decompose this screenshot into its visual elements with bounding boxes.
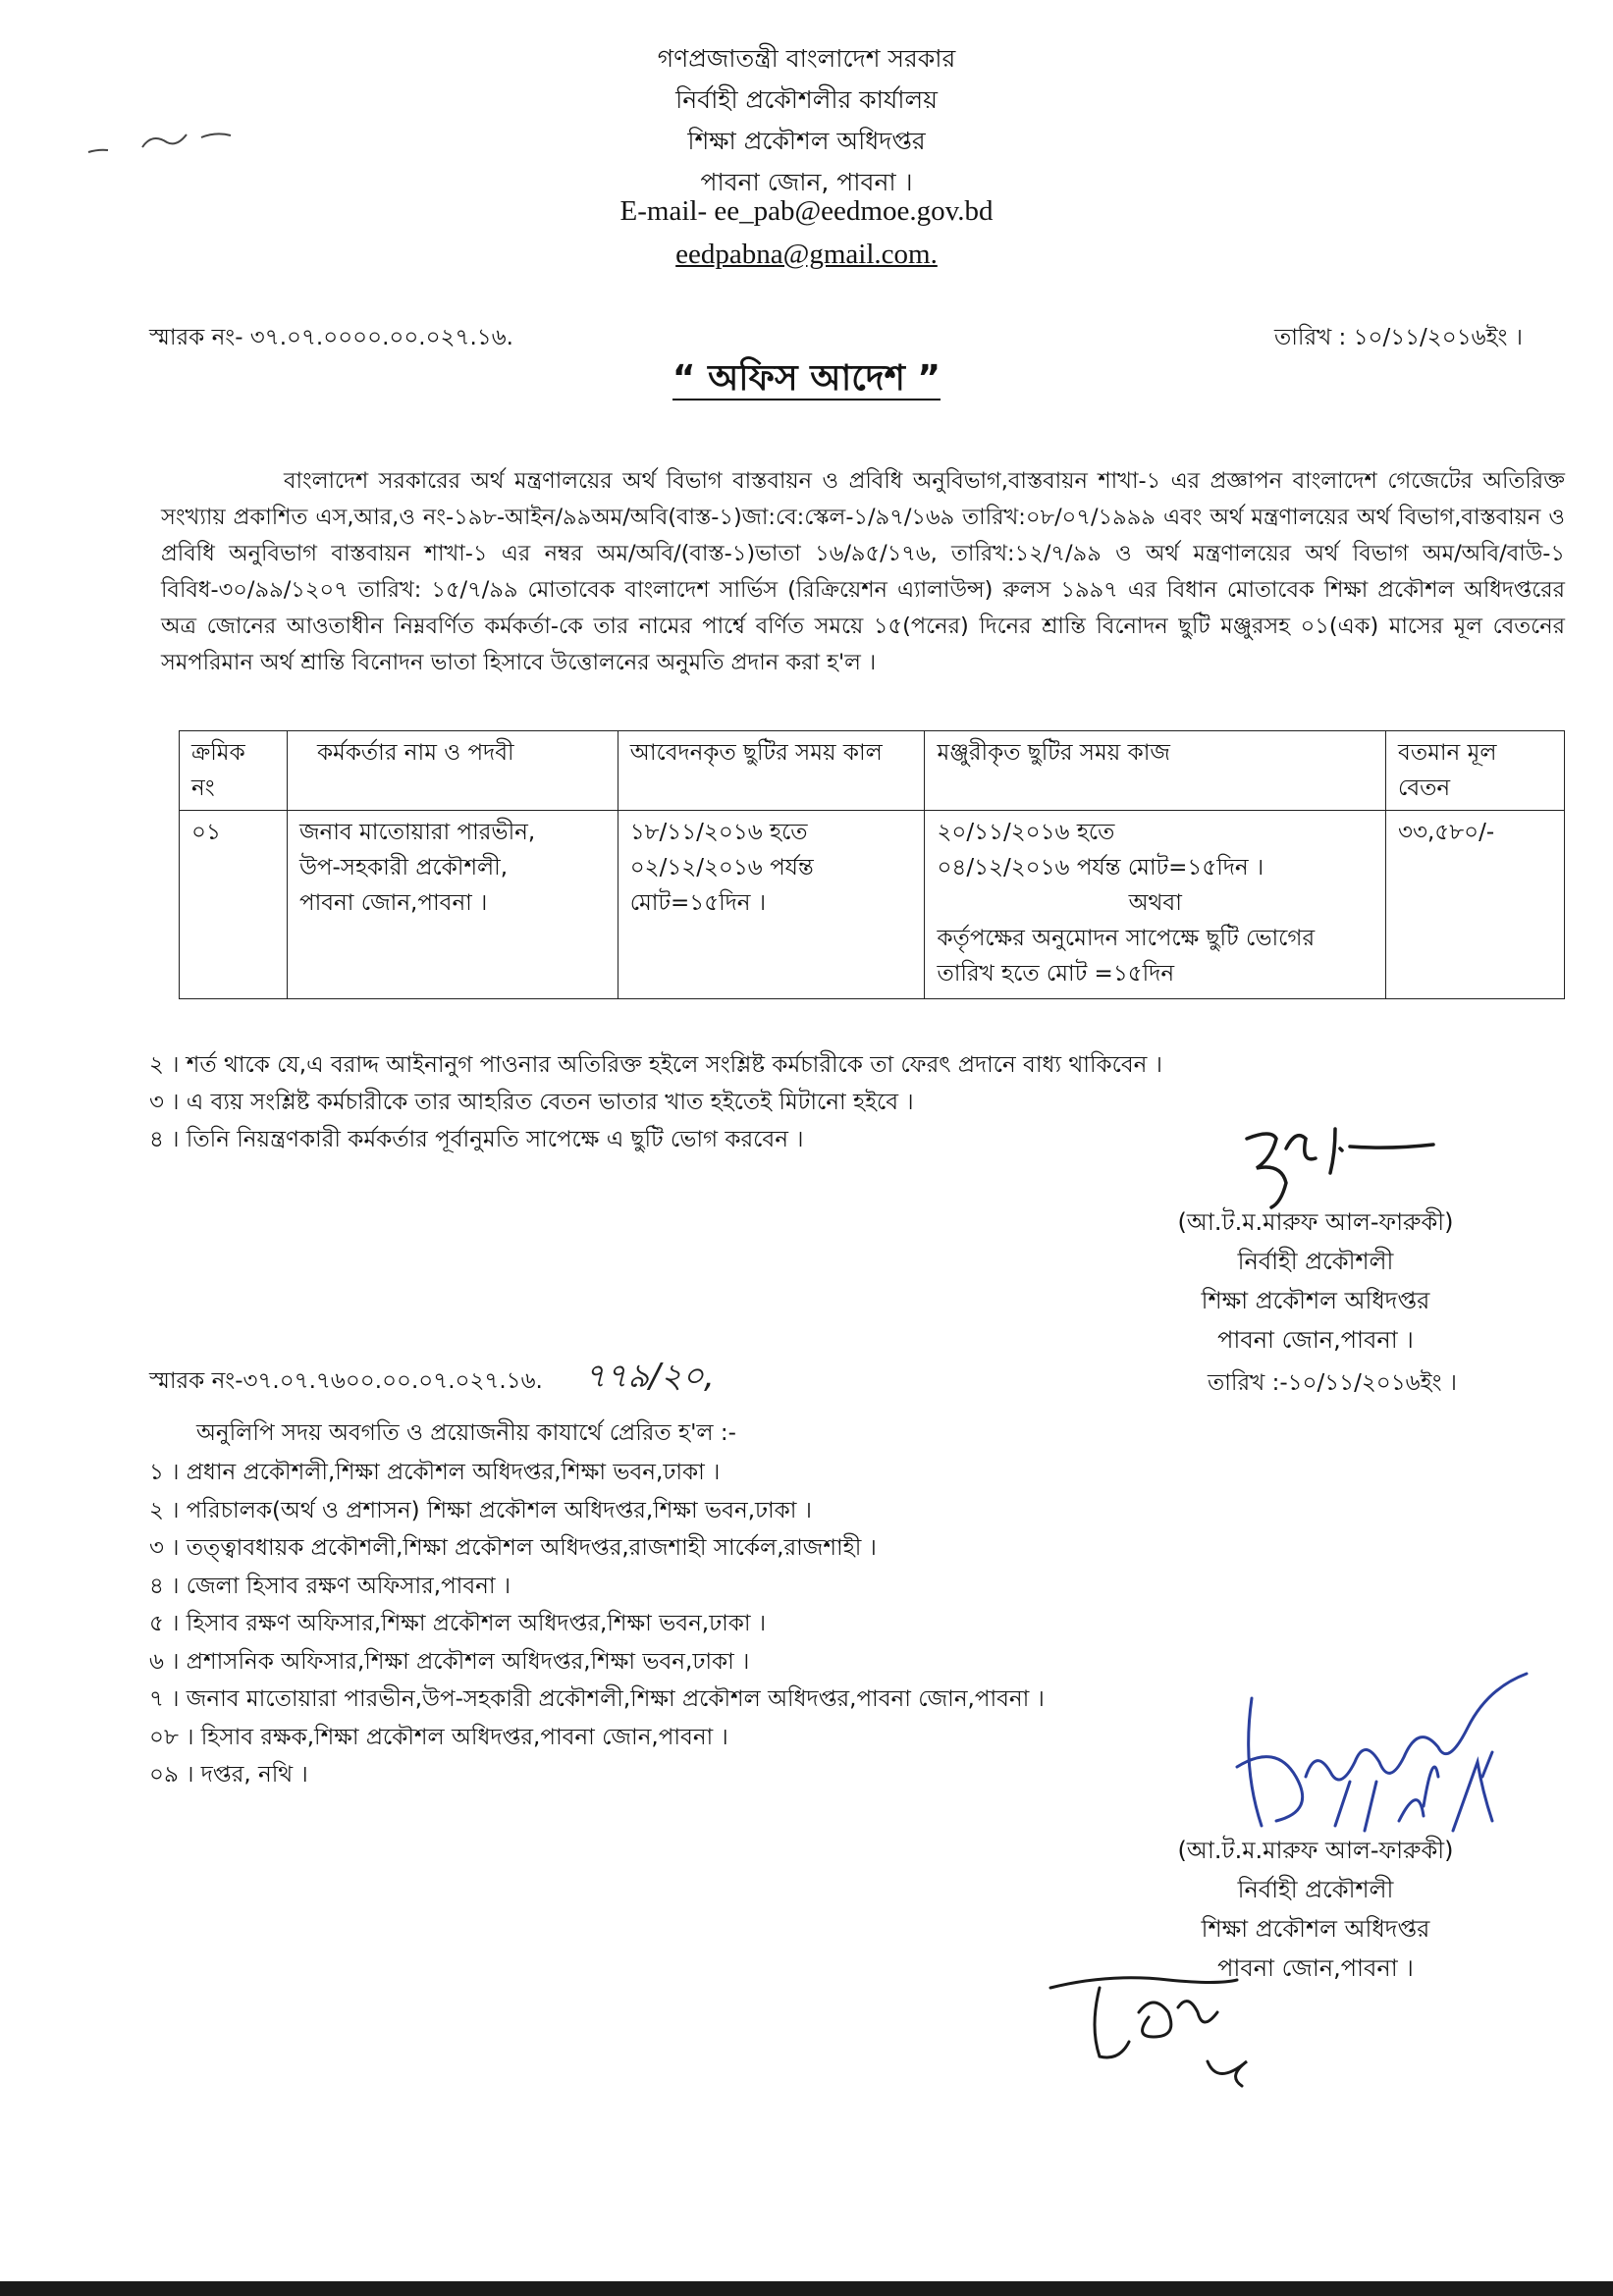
name-line: জনাব মাতোয়ারা পারভীন, (298, 820, 536, 845)
granted-line: ২০/১১/২০১৬ হতে (937, 820, 1115, 845)
scribble-mark-icon (83, 113, 241, 162)
table-row (180, 811, 1565, 999)
signatory-designation: নির্বাহী প্রকৌশলী (1237, 1876, 1394, 1903)
order-paragraph: বাংলাদেশ সরকারের অর্থ মন্ত্রণালয়ের অর্থ বিভাগ বাস্তবায়ন ও প্রবিধি অনুবিভাগ,বাস্তবায়ন শাখা-১ এর প্রজ্ঞাপন বাংলাদেশ গেজেটের অতিরিক্ত সংখ্যায় প্রকাশিত এস,আর,ও নং-১৯৮-আইন/৯৯অম/অবি(বাস্ত-১)জা:বে:স্কেল-১/৯৭/১৬৯ তারিখ:০৮/০৭/১৯৯৯ এবং অর্থ মন্ত্রণালয়ের অর্থ বিভাগ,বাস্তবায়ন ও প্রবিধি অনুবিভাগ বাস্তবায়ন শাখা-১ এর নম্বর অম/অবি/(বাস্ত-১)ভাতা ১৬/৯৫/১৭৬, তারিখ:১২/৭/৯৯ ও অর্থ মন্ত্রণালয়ের অর্থ বিভাগ অম/অবি/বাউ-১ বিবিধ-৩০/৯৯/১২০৭ তারিখ: ১৫/৭/৯৯ মোতাবেক বাংলাদেশ সার্ভিস (রিক্রিয়েশন এ্যালাউন্স) রুলস ১৯৯৭ এর বিধান মোতাবেক শিক্ষা প্রকৌশল অধিদপ্তরের অত্র জোনের আওতাধীন নিম্নবর্ণিত কর্মকর্তা-কে তার নামের পার্শ্বে বর্ণিত সময়ে ১৫(পনের) দিনের শ্রান্তি বিনোদন ছুটি মঞ্জুরসহ ০১(এক) মাসের মূল বেতনের সমপরিমান অর্থ শ্রান্তি বিনোদন ভাতা হিসাবে উত্তোলনের অনুমতি প্রদান করা হ'ল । (161, 468, 1565, 675)
office-name-line-2: নির্বাহী প্রকৌশলীর কার্যালয় (675, 85, 938, 114)
applied-line: মোট=১৫দিন । (629, 890, 767, 916)
condition-item: ৪ । তিনি নিয়ন্ত্রণকারী কর্মকর্তার পূর্বানুমতি সাপেক্ষে এ ছুটি ভোগ করবেন । (149, 1127, 804, 1152)
signature-block-1 (1129, 1202, 1502, 1360)
name-line: উপ-সহকারী প্রকৌশলী, (298, 855, 509, 881)
header-salary: বতমান মূল বেতন (1386, 731, 1565, 811)
applied-line: ০২/১২/২০১৬ পর্যন্ত (629, 855, 814, 881)
email-line: E-mail- ee_pab@eedmoe.gov.bd (619, 195, 994, 227)
header-serial: ক্রমিক নং (180, 731, 288, 811)
memo2-reference: স্মারক নং-৩৭.০৭.৭৬০০.০০.০৭.০২৭.১৬. (149, 1368, 543, 1394)
signatory-name: (আ.ট.ম.মারুফ আল-ফারুকী) (1177, 1837, 1454, 1864)
cell-applied (618, 811, 925, 999)
granted-line: ০৪/১২/২০১৬ পর্যন্ত মোট=১৫দিন । (937, 855, 1264, 881)
condition-item: ২ । শর্ত থাকে যে,এ বরাদ্দ আইনানুগ পাওনার অতিরিক্ত হইলে সংশ্লিষ্ট কর্মচারীকে তা ফেরৎ প্রদানে বাধ্য থাকিবেন । (149, 1052, 1162, 1078)
header-granted: মঞ্জুরীকৃত ছুটির সময় কাজ (925, 731, 1386, 811)
name-line: পাবনা জোন,পাবনা । (298, 890, 488, 916)
applied-line: ১৮/১১/২০১৬ হতে (629, 820, 808, 845)
list-item: ৭ । জনাব মাতোয়ারা পারভীন,উপ-সহকারী প্রকৌশলী,শিক্ষা প্রকৌশল অধিদপ্তর,পাবনা জোন,পাবনা । (149, 1686, 1045, 1712)
signatory-department: শিক্ষা প্রকৌশল অধিদপ্তর (1201, 1915, 1430, 1943)
signatory-designation: নির্বাহী প্রকৌশলী (1237, 1248, 1394, 1275)
list-item: ০৮ । হিসাব রক্ষক,শিক্ষা প্রকৌশল অধিদপ্তর,পাবনা জোন,পাবনা । (149, 1724, 728, 1750)
copy-list (149, 1454, 1045, 1794)
scan-edge (0, 2281, 1613, 2296)
list-item: ২ । পরিচালক(অর্থ ও প্রশাসন) শিক্ষা প্রকৌশল অধিদপ্তর,শিক্ষা ভবন,ঢাকা । (149, 1497, 812, 1523)
copy-intro: অনুলিপি সদয় অবগতি ও প্রয়োজনীয় কাযার্থে প্রেরিত হ'ল :- (196, 1420, 736, 1446)
granted-line: অথবা (1128, 890, 1182, 916)
page-title (0, 351, 1613, 410)
list-item: ৪ । জেলা হিসাব রক্ষণ অফিসার,পাবনা । (149, 1573, 511, 1599)
office-name-line-3: শিক্ষা প্রকৌশল অধিদপ্তর (687, 127, 926, 155)
cell-name (287, 811, 618, 999)
conditions-list (149, 1046, 1162, 1158)
cell-serial: ০১ (180, 811, 288, 999)
list-item: ০৯ । দপ্তর, নথি । (149, 1762, 308, 1788)
handwritten-signature-icon (1232, 1109, 1458, 1217)
title-text: “ অফিস আদেশ ” (672, 358, 941, 399)
header-name: কর্মকর্তার নাম ও পদবী (287, 731, 618, 811)
memo2-handwritten-number: ৭৭৯/২০, (584, 1357, 715, 1396)
granted-line: কর্তৃপক্ষের অনুমোদন সাপেক্ষে ছুটি ভোগের (937, 926, 1316, 951)
list-item: ৫ । হিসাব রক্ষণ অফিসার,শিক্ষা প্রকৌশল অধিদপ্তর,শিক্ষা ভবন,ঢাকা । (149, 1611, 767, 1636)
leave-table (179, 730, 1565, 999)
email-line-2 (0, 239, 1613, 271)
signatory-department: শিক্ষা প্রকৌশল অধিদপ্তর (1201, 1287, 1430, 1314)
table-header-row (180, 731, 1565, 811)
signatory-name: (আ.ট.ম.মারুফ আল-ফারুকী) (1177, 1208, 1454, 1236)
cell-granted (925, 811, 1386, 999)
office-name-line-1: গণপ্রজাতন্ত্রী বাংলাদেশ সরকার (657, 44, 956, 73)
granted-line: তারিখ হতে মোট =১৫দিন (937, 961, 1175, 987)
memo-date: তারিখ : ১০/১১/২০১৬ইং । (1273, 325, 1523, 350)
cell-salary: ৩৩,৫৮০/- (1386, 811, 1565, 999)
list-item: ১ । প্রধান প্রকৌশলী,শিক্ষা প্রকৌশল অধিদপ্তর,শিক্ষা ভবন,ঢাকা । (149, 1460, 721, 1485)
signature-date: তারিখ :-১০/১১/২০১৬ইং । (1208, 1370, 1458, 1396)
office-name-line-4: পাবনা জোন, পাবনা । (700, 168, 913, 196)
list-item: ৩ । তত্ত্বাবধায়ক প্রকৌশলী,শিক্ষা প্রকৌশল অধিদপ্তর,রাজশাহী সার্কেল,রাজশাহী । (149, 1535, 877, 1561)
signatory-zone: পাবনা জোন,পাবনা । (1217, 1326, 1414, 1354)
list-item: ৬ । প্রশাসনিক অফিসার,শিক্ষা প্রকৌশল অধিদপ্তর,শিক্ষা ভবন,ঢাকা । (149, 1648, 750, 1675)
header-applied: আবেদনকৃত ছুটির সময় কাল (618, 731, 925, 811)
signatory-zone: পাবনা জোন,পাবনা । (1217, 1954, 1414, 1982)
condition-item: ৩ । এ ব্যয় সংশ্লিষ্ট কর্মচারীকে তার আহরিত বেতন ভাতার খাত হইতেই মিটানো হইবে । (149, 1090, 914, 1115)
initials-scribble-icon (1041, 1953, 1296, 2110)
memo-reference: স্মারক নং- ৩৭.০৭.০০০০.০০.০২৭.১৬. (149, 325, 513, 350)
email-link[interactable]: eedpabna@gmail.com. (675, 239, 938, 270)
